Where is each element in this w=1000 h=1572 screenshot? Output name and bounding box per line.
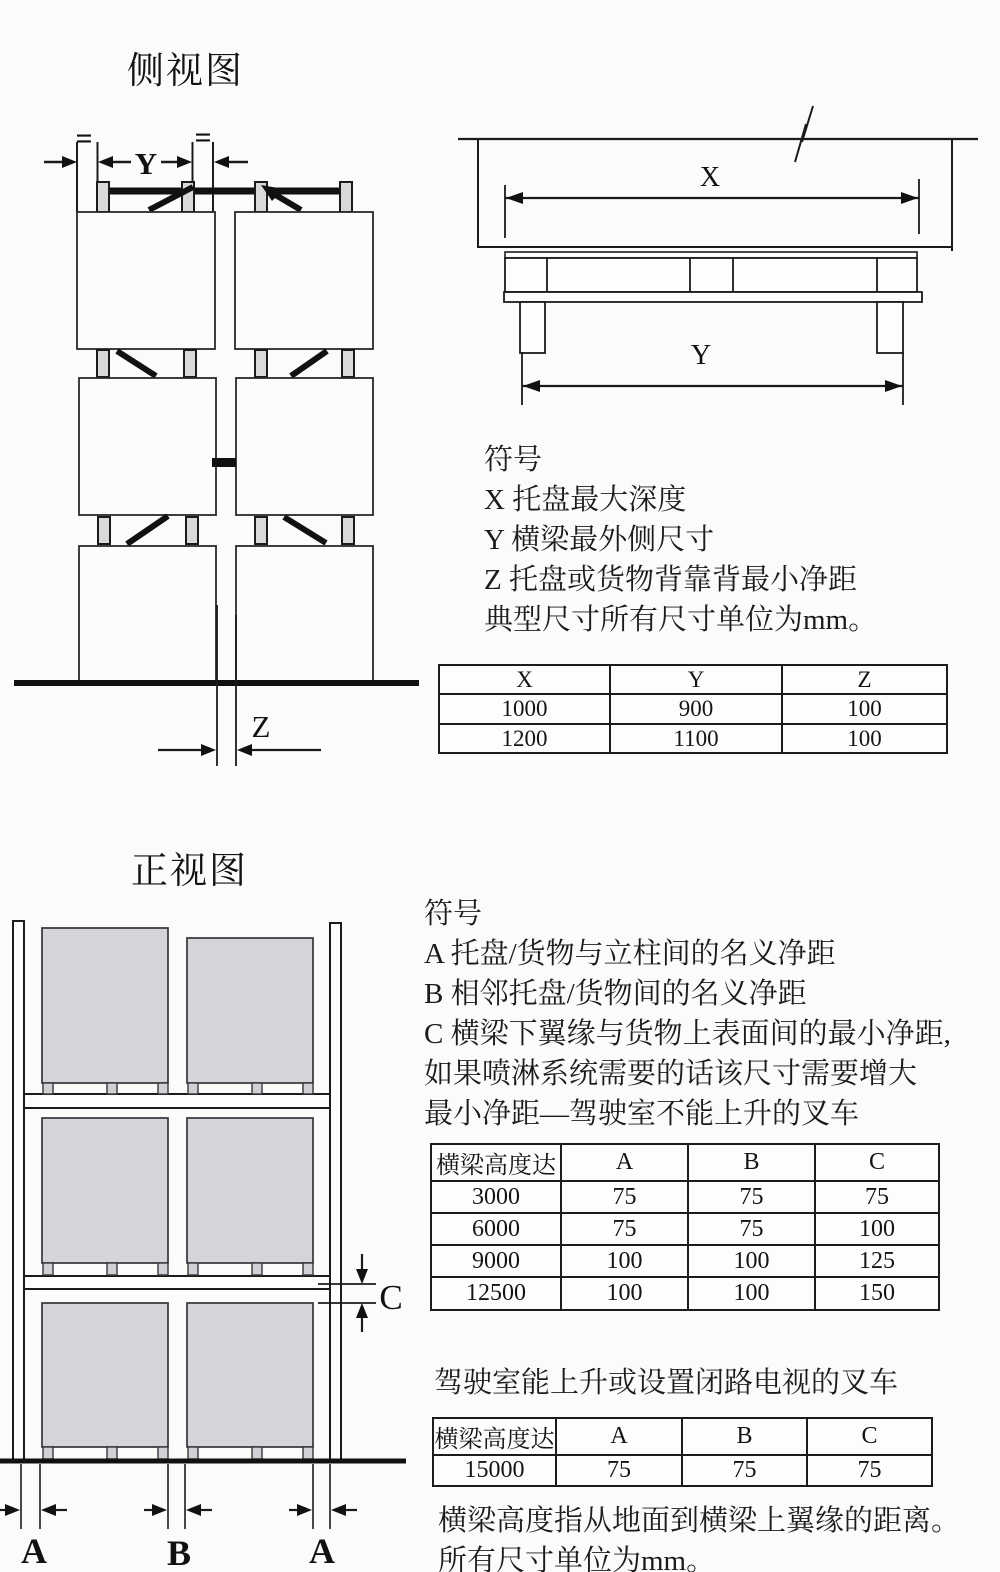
table-clearance bbox=[430, 1143, 940, 1311]
cell: 1100 bbox=[610, 724, 782, 753]
table-row bbox=[431, 1181, 939, 1213]
row-spacer-bar bbox=[212, 458, 236, 467]
header-cell: B bbox=[682, 1418, 807, 1455]
dim-label-y: Y bbox=[690, 340, 712, 371]
cell: 75 bbox=[561, 1213, 688, 1245]
header-cell: A bbox=[556, 1418, 682, 1455]
equal-mark-icon: = bbox=[194, 121, 212, 154]
cell: 3000 bbox=[431, 1181, 561, 1213]
symbol-line-y: Y 横梁最外侧尺寸 bbox=[484, 524, 715, 556]
rack-beam-lower bbox=[24, 1276, 330, 1289]
cell: 75 bbox=[815, 1181, 939, 1213]
pallet-row-1 bbox=[77, 212, 373, 349]
cell: 100 bbox=[561, 1245, 688, 1277]
table-row bbox=[439, 724, 947, 753]
y-dimension bbox=[522, 352, 903, 405]
symbols-side-block bbox=[484, 440, 877, 640]
symbol-line-min: 最小净距—驾驶室不能上升的叉车 bbox=[424, 1098, 860, 1130]
beam-row-1 bbox=[97, 182, 352, 212]
symbol-line-c: C 横梁下翼缘与货物上表面间的最小净距, bbox=[424, 1018, 951, 1050]
cell: 1000 bbox=[439, 694, 610, 724]
table-xyz bbox=[438, 664, 948, 754]
cell: 75 bbox=[556, 1455, 682, 1486]
cell: 6000 bbox=[431, 1213, 561, 1245]
cell: 75 bbox=[688, 1213, 815, 1245]
cell: 100 bbox=[561, 1277, 688, 1310]
cell: 100 bbox=[782, 724, 947, 753]
header-cell: A bbox=[561, 1144, 688, 1181]
upright-post-left bbox=[13, 921, 24, 1462]
cell: 900 bbox=[610, 694, 782, 724]
symbol-line-x: X 托盘最大深度 bbox=[484, 484, 687, 516]
beam-row-2 bbox=[97, 350, 354, 377]
dim-label-y: Y bbox=[134, 146, 158, 181]
header-cell: C bbox=[815, 1144, 939, 1181]
symbol-line-note: 典型尺寸所有尺寸单位为mm。 bbox=[484, 604, 878, 636]
symbols-heading: 符号 bbox=[484, 444, 543, 476]
cell: 75 bbox=[561, 1181, 688, 1213]
header-cell: X bbox=[439, 665, 610, 694]
side-view-diagram bbox=[0, 100, 430, 780]
dim-label-a-right: A bbox=[309, 1531, 335, 1571]
table-row bbox=[431, 1213, 939, 1245]
pallet-profile-diagram bbox=[430, 100, 990, 420]
cell: 75 bbox=[688, 1181, 815, 1213]
header-cell: Z bbox=[782, 665, 947, 694]
footnote-line-1: 横梁高度指从地面到横梁上翼缘的距离。 bbox=[438, 1505, 961, 1537]
dim-label-a-left: A bbox=[21, 1531, 47, 1571]
cell: 125 bbox=[815, 1245, 939, 1277]
table-header-row bbox=[433, 1418, 932, 1455]
header-cell: 横梁高度达 bbox=[431, 1144, 561, 1181]
header-cell: B bbox=[688, 1144, 815, 1181]
upright-post-right bbox=[330, 923, 341, 1462]
cell: 100 bbox=[815, 1213, 939, 1245]
side-view-title: 侧视图 bbox=[127, 51, 244, 92]
cell: 75 bbox=[682, 1455, 807, 1486]
cell: 75 bbox=[807, 1455, 932, 1486]
table-cab bbox=[432, 1417, 933, 1487]
symbol-line-c2: 如果喷淋系统需要的话该尺寸需要增大 bbox=[424, 1058, 918, 1090]
pallet-row-3 bbox=[79, 546, 373, 682]
equal-mark-icon: = bbox=[75, 122, 93, 155]
dim-label-z: Z bbox=[251, 709, 271, 744]
break-mark-icon bbox=[795, 106, 813, 162]
note-cab: 驾驶室能上升或设置闭路电视的叉车 bbox=[434, 1367, 899, 1399]
cell: 100 bbox=[688, 1245, 815, 1277]
cell: 100 bbox=[782, 694, 947, 724]
rack-beam-upper bbox=[24, 1094, 330, 1108]
cell: 150 bbox=[815, 1277, 939, 1310]
dim-label-x: X bbox=[699, 162, 721, 193]
cell: 1200 bbox=[439, 724, 610, 753]
cell: 100 bbox=[688, 1277, 815, 1310]
header-cell: Y bbox=[610, 665, 782, 694]
cell: 12500 bbox=[431, 1277, 561, 1310]
load-row-1 bbox=[42, 928, 313, 1094]
footnote-line-2: 所有尺寸单位为mm。 bbox=[438, 1545, 716, 1572]
symbols-front-block bbox=[424, 894, 951, 1134]
pallet-row-2 bbox=[79, 378, 373, 515]
cell: 15000 bbox=[433, 1455, 556, 1486]
load-row-2 bbox=[42, 1118, 313, 1275]
bottom-dimension-lines bbox=[0, 1464, 357, 1529]
table-row bbox=[431, 1245, 939, 1277]
table-row bbox=[433, 1455, 932, 1486]
header-cell: C bbox=[807, 1418, 932, 1455]
symbols-heading: 符号 bbox=[424, 898, 483, 930]
header-cell: 横梁高度达 bbox=[433, 1418, 556, 1455]
table-header-row bbox=[431, 1144, 939, 1181]
load-row-3 bbox=[42, 1303, 313, 1459]
symbol-line-b: B 相邻托盘/货物间的名义净距 bbox=[424, 978, 807, 1010]
front-view-diagram bbox=[0, 905, 420, 1572]
table-header-row bbox=[439, 665, 947, 694]
front-view-title: 正视图 bbox=[131, 851, 248, 892]
cell: 9000 bbox=[431, 1245, 561, 1277]
beam-row-3 bbox=[98, 516, 354, 544]
dim-label-b: B bbox=[166, 1533, 192, 1572]
pallet-structure bbox=[504, 252, 922, 353]
dim-label-c: C bbox=[379, 1278, 403, 1317]
symbol-line-z: Z 托盘或货物背靠背最小净距 bbox=[484, 564, 857, 596]
table-row bbox=[431, 1277, 939, 1310]
symbol-line-a: A 托盘/货物与立柱间的名义净距 bbox=[424, 938, 836, 970]
table-row bbox=[439, 694, 947, 724]
c-dimension bbox=[318, 1254, 376, 1332]
